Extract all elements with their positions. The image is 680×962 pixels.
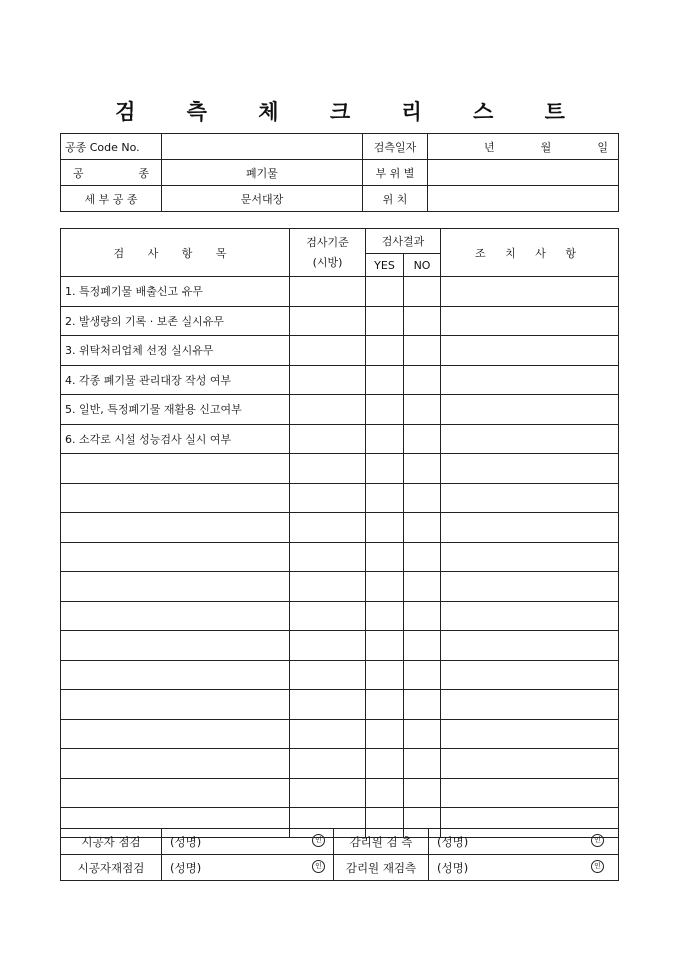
checklist-row — [61, 749, 619, 779]
sign-name-text: (성명) — [170, 860, 202, 875]
checklist-row — [61, 365, 619, 395]
checklist-item-label — [61, 483, 290, 513]
no-cell[interactable] — [404, 424, 441, 454]
header-criteria-sub: (시방) — [312, 255, 343, 269]
no-cell[interactable] — [404, 277, 441, 307]
seal-icon: 인 — [312, 834, 325, 847]
detail-label: 세 부 공 종 — [61, 186, 162, 212]
criteria-cell[interactable] — [290, 454, 366, 484]
page-title: 검 측 체 크 리 스 트 — [115, 99, 587, 124]
date-day: 일 — [597, 140, 608, 154]
checklist-row — [61, 395, 619, 425]
checklist-item-label: 4. 각종 폐기물 관리대장 작성 여부 — [61, 365, 290, 395]
action-cell[interactable] — [441, 277, 619, 307]
no-cell[interactable] — [404, 395, 441, 425]
criteria-cell[interactable] — [290, 336, 366, 366]
work-code-field[interactable] — [162, 134, 363, 160]
header-item: 검 사 항 목 — [61, 229, 290, 277]
yes-cell[interactable] — [366, 483, 404, 513]
seal-icon: 인 — [591, 860, 604, 873]
action-cell[interactable] — [441, 483, 619, 513]
supervisor-check-sign[interactable] — [429, 829, 619, 855]
contractor-check-label: 시공자 점검 — [61, 829, 162, 855]
action-cell[interactable] — [441, 660, 619, 690]
criteria-cell[interactable] — [290, 778, 366, 808]
part-field[interactable] — [428, 160, 619, 186]
contractor-recheck-sign[interactable] — [162, 855, 334, 881]
criteria-cell[interactable] — [290, 749, 366, 779]
yes-cell[interactable] — [366, 277, 404, 307]
seal-icon: 인 — [591, 834, 604, 847]
checklist-row — [61, 719, 619, 749]
checklist-item-label — [61, 749, 290, 779]
criteria-cell[interactable] — [290, 513, 366, 543]
checklist-row — [61, 277, 619, 307]
checklist-item-label: 1. 특정폐기물 배출신고 유무 — [61, 277, 290, 307]
yes-cell[interactable] — [366, 365, 404, 395]
header-result: 검사결과 — [366, 229, 441, 254]
checklist-item-label — [61, 513, 290, 543]
no-cell[interactable] — [404, 690, 441, 720]
action-cell[interactable] — [441, 365, 619, 395]
action-cell[interactable] — [441, 513, 619, 543]
action-cell[interactable] — [441, 336, 619, 366]
signature-row-recheck — [61, 855, 619, 881]
date-month: 월 — [540, 140, 552, 154]
checklist-row — [61, 424, 619, 454]
checklist-item-label — [61, 454, 290, 484]
info-table — [60, 133, 619, 212]
checklist-item-label: 3. 위탁처리업체 선정 실시유무 — [61, 336, 290, 366]
action-cell[interactable] — [441, 572, 619, 602]
action-cell[interactable] — [441, 395, 619, 425]
action-cell[interactable] — [441, 454, 619, 484]
checklist-item-label: 5. 일반, 특정폐기물 재활용 신고여부 — [61, 395, 290, 425]
contractor-check-sign[interactable] — [162, 829, 334, 855]
checklist-row — [61, 690, 619, 720]
header-action: 조 치 사 항 — [441, 229, 619, 277]
criteria-cell[interactable] — [290, 365, 366, 395]
checklist-item-label — [61, 542, 290, 572]
action-cell[interactable] — [441, 631, 619, 661]
no-cell[interactable] — [404, 306, 441, 336]
no-cell[interactable] — [404, 483, 441, 513]
signature-table — [60, 828, 619, 881]
checklist-row — [61, 778, 619, 808]
checklist-row — [61, 454, 619, 484]
checklist-row — [61, 601, 619, 631]
inspect-date-label: 검측일자 — [363, 134, 428, 160]
checklist-item-label — [61, 690, 290, 720]
checklist-row — [61, 572, 619, 602]
criteria-cell[interactable] — [290, 424, 366, 454]
checklist-row — [61, 542, 619, 572]
header-yes: YES — [366, 254, 404, 277]
no-cell[interactable] — [404, 513, 441, 543]
yes-cell[interactable] — [366, 395, 404, 425]
supervisor-recheck-label: 감리원 재검측 — [334, 855, 429, 881]
yes-cell[interactable] — [366, 513, 404, 543]
signature-row-check — [61, 829, 619, 855]
work-code-label: 공종 Code No. — [61, 134, 162, 160]
action-cell[interactable] — [441, 778, 619, 808]
action-cell[interactable] — [441, 719, 619, 749]
criteria-cell[interactable] — [290, 601, 366, 631]
info-row-detail — [61, 186, 619, 212]
action-cell[interactable] — [441, 542, 619, 572]
no-cell[interactable] — [404, 631, 441, 661]
criteria-cell[interactable] — [290, 690, 366, 720]
checklist-table — [60, 228, 619, 838]
action-cell[interactable] — [441, 306, 619, 336]
action-cell[interactable] — [441, 749, 619, 779]
checklist-item-label: 2. 발생량의 기록 · 보존 실시유무 — [61, 306, 290, 336]
yes-cell[interactable] — [366, 719, 404, 749]
checklist-item-label — [61, 631, 290, 661]
action-cell[interactable] — [441, 601, 619, 631]
sign-name-text: (성명) — [437, 834, 469, 849]
yes-cell[interactable] — [366, 631, 404, 661]
checklist-row — [61, 306, 619, 336]
criteria-cell[interactable] — [290, 483, 366, 513]
criteria-cell[interactable] — [290, 572, 366, 602]
no-cell[interactable] — [404, 542, 441, 572]
yes-cell[interactable] — [366, 424, 404, 454]
checklist-row — [61, 336, 619, 366]
criteria-cell[interactable] — [290, 306, 366, 336]
checklist-item-label: 6. 소각로 시설 성능검사 실시 여부 — [61, 424, 290, 454]
header-criteria — [290, 229, 366, 277]
checklist-row — [61, 483, 619, 513]
info-row-code — [61, 134, 619, 160]
yes-cell[interactable] — [366, 572, 404, 602]
yes-cell[interactable] — [366, 778, 404, 808]
no-cell[interactable] — [404, 719, 441, 749]
yes-cell[interactable] — [366, 690, 404, 720]
inspect-date-field[interactable] — [428, 134, 619, 160]
yes-cell[interactable] — [366, 749, 404, 779]
info-row-worktype — [61, 160, 619, 186]
yes-cell[interactable] — [366, 306, 404, 336]
sign-name-text: (성명) — [437, 860, 469, 875]
checklist-header-row — [61, 229, 619, 254]
yes-cell[interactable] — [366, 660, 404, 690]
checklist-item-label — [61, 660, 290, 690]
action-cell[interactable] — [441, 424, 619, 454]
header-no: NO — [404, 254, 441, 277]
no-cell[interactable] — [404, 365, 441, 395]
checklist-item-label — [61, 572, 290, 602]
criteria-cell[interactable] — [290, 719, 366, 749]
header-criteria-label: 검사기준 — [306, 235, 349, 249]
no-cell[interactable] — [404, 572, 441, 602]
checklist-row — [61, 660, 619, 690]
yes-cell[interactable] — [366, 336, 404, 366]
location-field[interactable] — [428, 186, 619, 212]
criteria-cell[interactable] — [290, 660, 366, 690]
checklist-item-label — [61, 601, 290, 631]
yes-cell[interactable] — [366, 542, 404, 572]
criteria-cell[interactable] — [290, 631, 366, 661]
checklist-item-label — [61, 719, 290, 749]
no-cell[interactable] — [404, 601, 441, 631]
criteria-cell[interactable] — [290, 395, 366, 425]
no-cell[interactable] — [404, 336, 441, 366]
location-label: 위 치 — [363, 186, 428, 212]
checklist-row — [61, 631, 619, 661]
seal-icon: 인 — [312, 860, 325, 873]
criteria-cell[interactable] — [290, 277, 366, 307]
yes-cell[interactable] — [366, 454, 404, 484]
action-cell[interactable] — [441, 690, 619, 720]
checklist-row — [61, 513, 619, 543]
no-cell[interactable] — [404, 778, 441, 808]
no-cell[interactable] — [404, 454, 441, 484]
checklist-item-label — [61, 778, 290, 808]
supervisor-recheck-sign[interactable] — [429, 855, 619, 881]
supervisor-check-label: 감리원 검 측 — [334, 829, 429, 855]
work-type-field[interactable]: 폐기물 — [162, 160, 363, 186]
sign-name-text: (성명) — [170, 834, 202, 849]
work-type-label: 공 종 — [61, 160, 162, 186]
no-cell[interactable] — [404, 749, 441, 779]
detail-field[interactable]: 문서대장 — [162, 186, 363, 212]
no-cell[interactable] — [404, 660, 441, 690]
yes-cell[interactable] — [366, 601, 404, 631]
contractor-recheck-label: 시공자재점검 — [61, 855, 162, 881]
criteria-cell[interactable] — [290, 542, 366, 572]
part-label: 부 위 별 — [363, 160, 428, 186]
date-year: 년 — [484, 140, 495, 154]
